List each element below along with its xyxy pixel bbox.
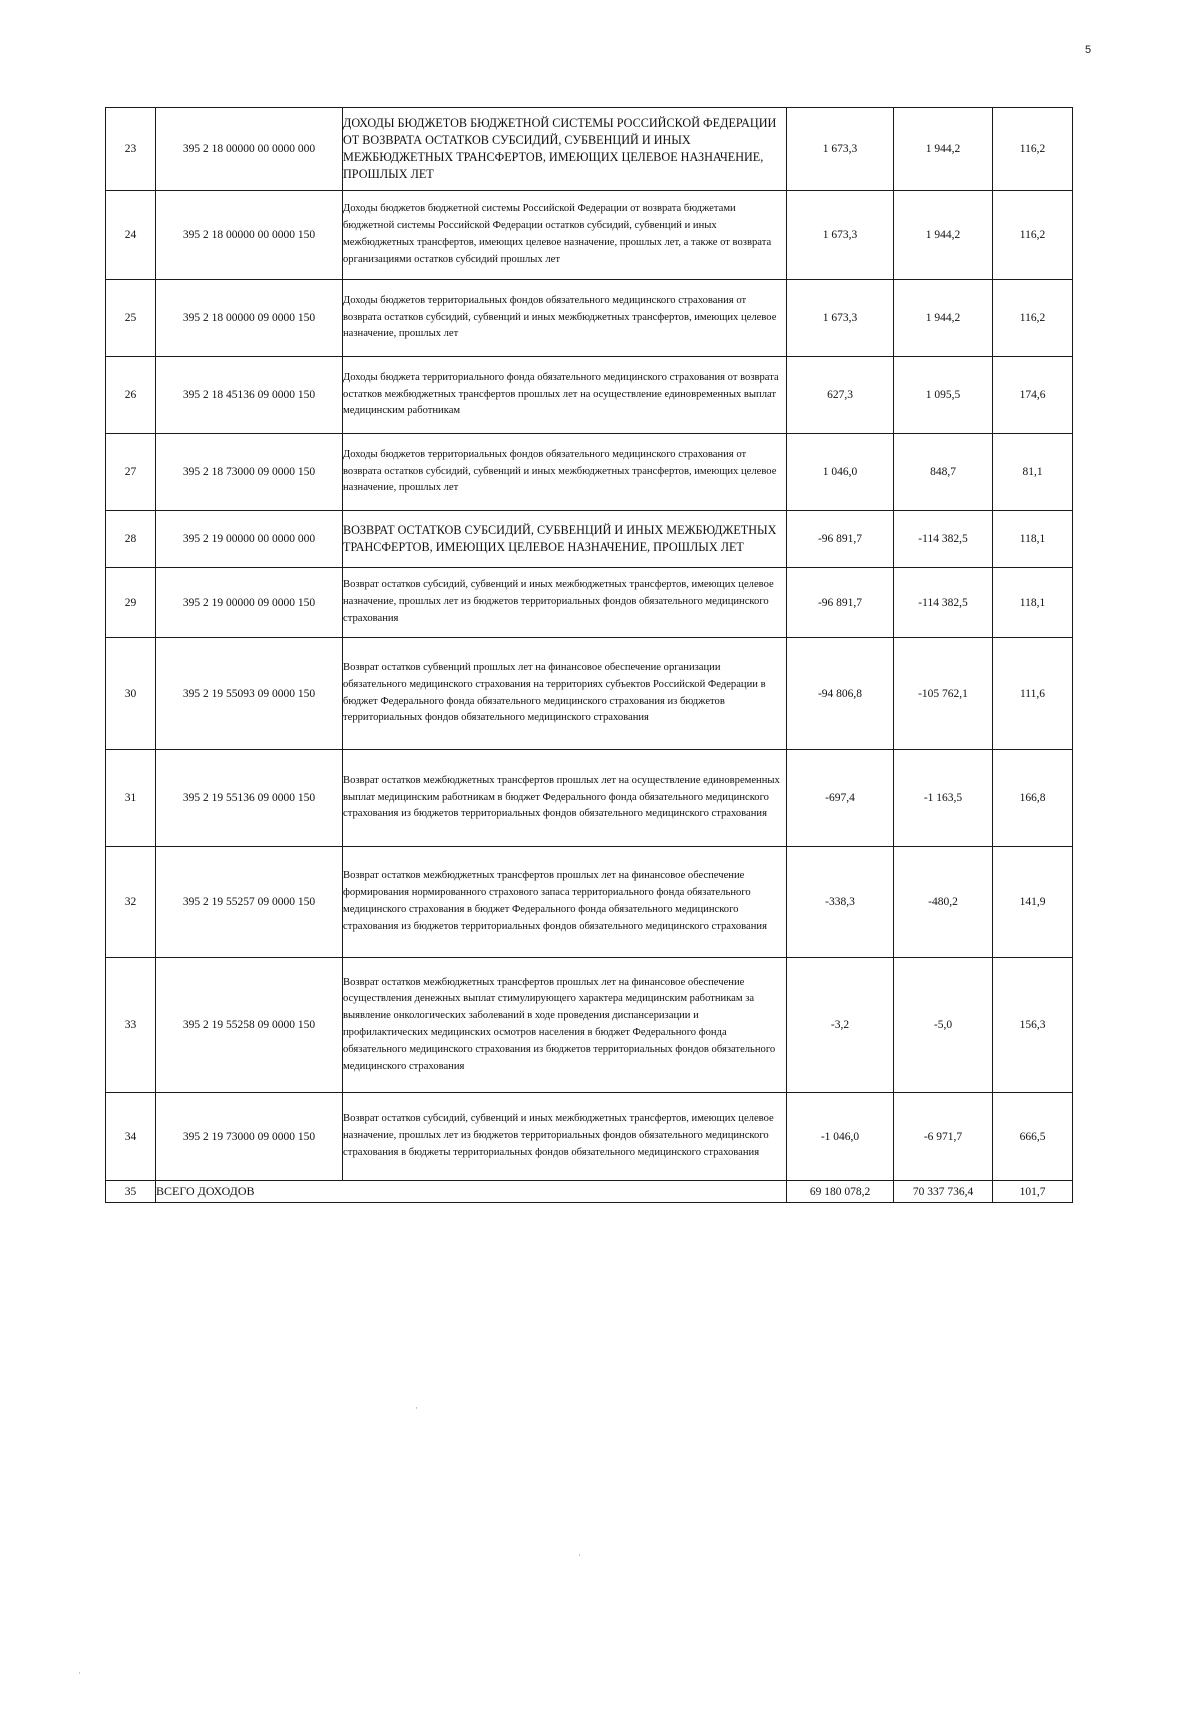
scan-speck: · [415, 1403, 418, 1413]
percent-value: 118,1 [993, 511, 1073, 568]
budget-code: 395 2 19 55136 09 0000 150 [156, 750, 343, 847]
plan-value: -96 891,7 [787, 511, 894, 568]
percent-value: 156,3 [993, 958, 1073, 1093]
row-number: 24 [106, 191, 156, 280]
percent-value: 141,9 [993, 847, 1073, 958]
row-description: Доходы бюджетов бюджетной системы Российской Федерации от возврата бюджетами бюджетной системы Российской Федерации остатков субсидий, субвенций и иных межбюджетных трансфертов, имеющих целевое назначение, прошлых лет, а также от возврата организациями остатков субсидий прошлых лет [343, 191, 787, 280]
row-number: 28 [106, 511, 156, 568]
row-description: ДОХОДЫ БЮДЖЕТОВ БЮДЖЕТНОЙ СИСТЕМЫ РОССИЙСКОЙ ФЕДЕРАЦИИ ОТ ВОЗВРАТА ОСТАТКОВ СУБСИДИЙ, СУБВЕНЦИЙ И ИНЫХ МЕЖБЮДЖЕТНЫХ ТРАНСФЕРТОВ, ИМЕЮЩИХ ЦЕЛЕВОЕ НАЗНАЧЕНИЕ, ПРОШЛЫХ ЛЕТ [343, 108, 787, 191]
percent-value: 174,6 [993, 357, 1073, 434]
row-description: Возврат остатков межбюджетных трансфертов прошлых лет на осуществление единовременных выплат медицинским работникам в бюджет Федерального фонда обязательного медицинского страхования из бюджетов территориальных фондов обязательного медицинского страхования [343, 750, 787, 847]
table-row [106, 434, 1073, 511]
table-row [106, 108, 1073, 191]
plan-value: -94 806,8 [787, 638, 894, 750]
row-description: Доходы бюджетов территориальных фондов обязательного медицинского страхования от возврата остатков субсидий, субвенций и иных межбюджетных трансфертов, имеющих целевое назначение, прошлых лет [343, 280, 787, 357]
fact-value: 1 944,2 [894, 108, 993, 191]
row-number: 31 [106, 750, 156, 847]
table-row [106, 638, 1073, 750]
revenue-table [105, 107, 1073, 1203]
fact-value: -114 382,5 [894, 511, 993, 568]
budget-code: 395 2 19 00000 00 0000 000 [156, 511, 343, 568]
percent-value: 166,8 [993, 750, 1073, 847]
table-row [106, 511, 1073, 568]
plan-value: -338,3 [787, 847, 894, 958]
row-number: 34 [106, 1093, 156, 1181]
plan-value: -96 891,7 [787, 568, 894, 638]
table-row [106, 357, 1073, 434]
budget-code: 395 2 18 45136 09 0000 150 [156, 357, 343, 434]
percent-value: 111,6 [993, 638, 1073, 750]
fact-value: -105 762,1 [894, 638, 993, 750]
table-row [106, 280, 1073, 357]
table-row [106, 750, 1073, 847]
plan-value: 1 673,3 [787, 280, 894, 357]
row-description: Возврат остатков субсидий, субвенций и иных межбюджетных трансфертов, имеющих целевое назначение, прошлых лет из бюджетов территориальных фондов обязательного медицинского страхования в бюджеты территориальных фондов обязательного медицинского страхования [343, 1093, 787, 1181]
fact-value: 70 337 736,4 [894, 1181, 993, 1203]
fact-value: -480,2 [894, 847, 993, 958]
plan-value: 1 673,3 [787, 108, 894, 191]
fact-value: 1 095,5 [894, 357, 993, 434]
percent-value: 666,5 [993, 1093, 1073, 1181]
fact-value: -6 971,7 [894, 1093, 993, 1181]
row-description: Возврат остатков субвенций прошлых лет на финансовое обеспечение организации обязательного медицинского страхования на территориях субъектов Российской Федерации в бюджет Федерального фонда обязательного медицинского страхования из бюджетов территориальных фондов обязательного медицинского страхования [343, 638, 787, 750]
total-row [106, 1181, 1073, 1203]
percent-value: 101,7 [993, 1181, 1073, 1203]
plan-value: -697,4 [787, 750, 894, 847]
row-description: Возврат остатков межбюджетных трансфертов прошлых лет на финансовое обеспечение осуществления денежных выплат стимулирующего характера медицинским работникам за выявление онкологических заболеваний в ходе проведения диспансеризации и профилактических медицинских осмотров населения в бюджет Федерального фонда обязательного медицинского страхования из бюджетов территориальных фондов обязательного медицинского страхования [343, 958, 787, 1093]
percent-value: 116,2 [993, 280, 1073, 357]
plan-value: 1 046,0 [787, 434, 894, 511]
scan-speck: · [78, 1668, 81, 1678]
row-number: 26 [106, 357, 156, 434]
table-row [106, 1093, 1073, 1181]
budget-code: 395 2 18 00000 00 0000 150 [156, 191, 343, 280]
budget-code: 395 2 18 00000 09 0000 150 [156, 280, 343, 357]
budget-code: 395 2 19 55258 09 0000 150 [156, 958, 343, 1093]
percent-value: 116,2 [993, 108, 1073, 191]
plan-value: -1 046,0 [787, 1093, 894, 1181]
row-number: 32 [106, 847, 156, 958]
row-description: Доходы бюджета территориального фонда обязательного медицинского страхования от возврата остатков межбюджетных трансфертов прошлых лет на осуществление единовременных выплат медицинским работникам [343, 357, 787, 434]
row-number: 33 [106, 958, 156, 1093]
budget-code: 395 2 18 73000 09 0000 150 [156, 434, 343, 511]
row-description: Возврат остатков межбюджетных трансфертов прошлых лет на финансовое обеспечение формирования нормированного страхового запаса территориального фонда обязательного медицинского страхования в бюджет Федерального фонда обязательного медицинского страхования из бюджетов территориальных фондов обязательного медицинского страхования [343, 847, 787, 958]
fact-value: -5,0 [894, 958, 993, 1093]
percent-value: 116,2 [993, 191, 1073, 280]
row-number: 29 [106, 568, 156, 638]
fact-value: -114 382,5 [894, 568, 993, 638]
budget-code: 395 2 18 00000 00 0000 000 [156, 108, 343, 191]
row-description: Возврат остатков субсидий, субвенций и иных межбюджетных трансфертов, имеющих целевое назначение, прошлых лет из бюджетов территориальных фондов обязательного медицинского страхования [343, 568, 787, 638]
total-label: ВСЕГО ДОХОДОВ [156, 1181, 787, 1203]
plan-value: 627,3 [787, 357, 894, 434]
row-description: ВОЗВРАТ ОСТАТКОВ СУБСИДИЙ, СУБВЕНЦИЙ И ИНЫХ МЕЖБЮДЖЕТНЫХ ТРАНСФЕРТОВ, ИМЕЮЩИХ ЦЕЛЕВОЕ НАЗНАЧЕНИЕ, ПРОШЛЫХ ЛЕТ [343, 511, 787, 568]
percent-value: 118,1 [993, 568, 1073, 638]
row-number: 27 [106, 434, 156, 511]
row-description: Доходы бюджетов территориальных фондов обязательного медицинского страхования от возврата остатков субсидий, субвенций и иных межбюджетных трансфертов, имеющих целевое назначение, прошлых лет [343, 434, 787, 511]
row-number: 23 [106, 108, 156, 191]
table-row [106, 958, 1073, 1093]
fact-value: 848,7 [894, 434, 993, 511]
table-row [106, 847, 1073, 958]
fact-value: -1 163,5 [894, 750, 993, 847]
table-row [106, 568, 1073, 638]
budget-code: 395 2 19 55093 09 0000 150 [156, 638, 343, 750]
scan-speck: · [578, 1550, 581, 1560]
fact-value: 1 944,2 [894, 280, 993, 357]
plan-value: -3,2 [787, 958, 894, 1093]
row-number: 25 [106, 280, 156, 357]
row-number: 35 [106, 1181, 156, 1203]
fact-value: 1 944,2 [894, 191, 993, 280]
budget-code: 395 2 19 73000 09 0000 150 [156, 1093, 343, 1181]
budget-code: 395 2 19 00000 09 0000 150 [156, 568, 343, 638]
table-row [106, 191, 1073, 280]
budget-code: 395 2 19 55257 09 0000 150 [156, 847, 343, 958]
page-number: 5 [1085, 44, 1092, 56]
percent-value: 81,1 [993, 434, 1073, 511]
plan-value: 69 180 078,2 [787, 1181, 894, 1203]
row-number: 30 [106, 638, 156, 750]
plan-value: 1 673,3 [787, 191, 894, 280]
